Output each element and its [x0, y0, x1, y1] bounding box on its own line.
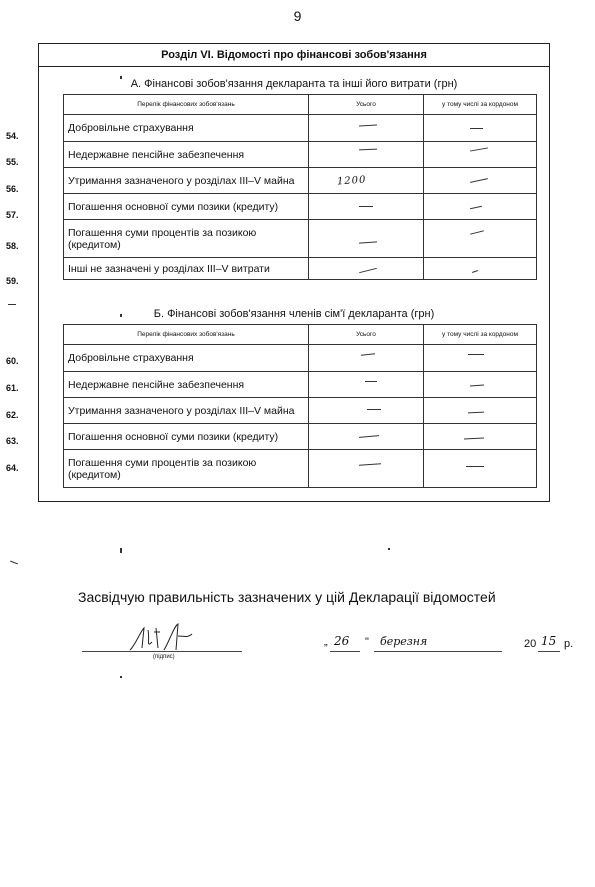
date-month-line: [374, 651, 502, 652]
subsection-a-title: А. Фінансові зобов'язання декларанта та інші його витрати (грн): [130, 78, 458, 90]
handwritten-dash: [468, 412, 484, 414]
row-label: Інші не зазначені у розділах III–V витрати: [64, 258, 309, 280]
row-number: 63.: [6, 436, 19, 446]
table-row: [64, 194, 537, 220]
table-row: [64, 450, 537, 488]
row-label: Утримання зазначеного у розділах III–V майна: [64, 398, 309, 424]
scan-speck: [120, 548, 122, 553]
header-total: Усього: [309, 325, 424, 345]
scan-speck: [8, 304, 16, 305]
header-abroad: у тому числі за кордоном: [424, 95, 537, 115]
row-total-value: [309, 398, 424, 424]
table-row: [64, 168, 537, 194]
row-total-value: [309, 372, 424, 398]
row-label: Недержавне пенсійне забезпечення: [64, 372, 309, 398]
handwritten-dash: [472, 270, 478, 273]
row-total-value: [309, 258, 424, 280]
table-row: [64, 398, 537, 424]
row-total-value: [309, 168, 424, 194]
header-total: Усього: [309, 95, 424, 115]
signature-mark: [126, 620, 196, 658]
row-label: Погашення суми процентів за позикою (кредитом): [64, 450, 309, 488]
date-year-prefix: 20: [524, 638, 537, 650]
table-row: [64, 142, 537, 168]
row-number: 54.: [6, 131, 19, 141]
row-total-value: [309, 194, 424, 220]
signature-caption: (підпис): [153, 654, 175, 660]
table-header-row: [64, 325, 537, 345]
table-family-obligations: [63, 324, 537, 488]
row-label: Погашення суми процентів за позикою (кредитом): [64, 220, 309, 258]
date-year-unit: р.: [564, 638, 574, 650]
row-abroad-value: [424, 168, 537, 194]
subsection-b-title: Б. Фінансові зобов'язання членів сім'ї декларанта (грн): [153, 308, 435, 320]
handwritten-dash: [359, 268, 377, 273]
scan-speck: [388, 548, 390, 550]
row-number: 57.: [6, 210, 19, 220]
date-open-quote: „: [324, 636, 328, 648]
row-label: Добровільне страхування: [64, 345, 309, 372]
date-month: березня: [380, 635, 428, 648]
date-field: [322, 634, 592, 658]
handwritten-dash: [365, 381, 377, 382]
row-total-value: [309, 142, 424, 168]
table-row: [64, 115, 537, 142]
handwritten-dash: [470, 230, 484, 234]
handwritten-dash: [470, 206, 482, 209]
date-day: 26: [334, 634, 350, 648]
handwritten-dash: [466, 466, 484, 467]
row-label: Недержавне пенсійне забезпечення: [64, 142, 309, 168]
table-row: [64, 220, 537, 258]
row-number: 55.: [6, 157, 19, 167]
row-total-value: [309, 345, 424, 372]
row-total-value: [309, 115, 424, 142]
date-day-line: [330, 651, 360, 652]
scan-speck: [10, 561, 18, 565]
header-obligations-list: Перелік фінансових зобов'язань: [64, 325, 309, 345]
row-abroad-value: [424, 450, 537, 488]
row-number: 56.: [6, 184, 19, 194]
row-total-value: [309, 450, 424, 488]
page-number: 9: [293, 8, 302, 24]
row-label: Погашення основної суми позики (кредиту): [64, 194, 309, 220]
date-year-line: [538, 651, 560, 652]
table-row: [64, 372, 537, 398]
handwritten-dash: [359, 463, 381, 466]
handwritten-dash: [359, 149, 377, 151]
row-abroad-value: [424, 220, 537, 258]
row-total-value: [309, 424, 424, 450]
scan-speck: [120, 76, 122, 79]
row-number: 58.: [6, 241, 19, 251]
row-abroad-value: [424, 258, 537, 280]
header-obligations-list: Перелік фінансових зобов'язань: [64, 95, 309, 115]
handwritten-dash: [359, 435, 379, 438]
row-abroad-value: [424, 398, 537, 424]
date-close-quote: ": [365, 636, 369, 648]
row-number: 61.: [6, 383, 19, 393]
table-header-row: [64, 95, 537, 115]
table-row: [64, 345, 537, 372]
row-total-value: [309, 220, 424, 258]
row-abroad-value: [424, 345, 537, 372]
table-row: [64, 258, 537, 280]
signature-line: [82, 651, 242, 652]
row-label: Погашення основної суми позики (кредиту): [64, 424, 309, 450]
row-number: 60.: [6, 356, 19, 366]
table-row: [64, 424, 537, 450]
row-abroad-value: [424, 194, 537, 220]
row-abroad-value: [424, 142, 537, 168]
section-title: Розділ VI. Відомості про фінансові зобов'язання: [39, 44, 549, 67]
handwritten-dash: [468, 354, 484, 355]
handwritten-dash: [359, 241, 377, 243]
row-label: Добровільне страхування: [64, 115, 309, 142]
financial-obligations-form: [38, 43, 550, 502]
table-declarant-obligations: [63, 94, 537, 280]
row-abroad-value: [424, 115, 537, 142]
handwritten-dash: [464, 437, 484, 439]
header-abroad: у тому числі за кордоном: [424, 325, 537, 345]
row-abroad-value: [424, 372, 537, 398]
row-number: 62.: [6, 410, 19, 420]
handwritten-dash: [470, 178, 488, 183]
row-number: 59.: [6, 276, 19, 286]
handwritten-dash: [470, 128, 483, 129]
row-label: Утримання зазначеного у розділах III–V майна: [64, 168, 309, 194]
row-number: 64.: [6, 463, 19, 473]
date-year-suffix: 15: [541, 634, 557, 648]
handwritten-dash: [470, 385, 484, 387]
row-abroad-value: [424, 424, 537, 450]
handwritten-dash: [470, 147, 488, 151]
scan-speck: [120, 314, 122, 317]
handwritten-dash: [367, 409, 381, 410]
handwritten-value: 1200: [336, 173, 367, 188]
handwritten-dash: [359, 206, 373, 207]
scan-speck: [120, 676, 122, 678]
handwritten-dash: [359, 125, 377, 127]
attestation-text: Засвідчую правильність зазначених у цій Декларації відомостей: [78, 589, 496, 605]
handwritten-dash: [361, 353, 375, 355]
